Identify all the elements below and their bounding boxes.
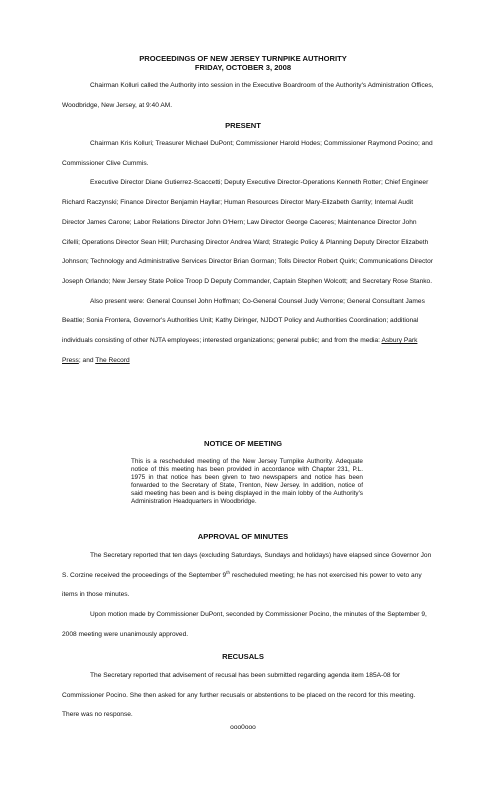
approval-heading: APPROVAL OF MINUTES <box>197 532 289 541</box>
approval-paragraph-2: Upon motion made by Commissioner DuPont, seconded by Commissioner Pocino, the minutes of the September 9, 2008 meeting were unanimously approved. <box>62 611 427 638</box>
media-and-text: ; and <box>78 356 96 364</box>
intro-paragraph <box>62 76 434 115</box>
recusals-section <box>62 666 434 725</box>
present-staff: Executive Director Diane Gutierrez-Scaccetti; Deputy Executive Director-Operations Kenneth Rotter; Chief Engineer Richard Raczynski; Finance Director Benjamin Hayllar; Human Resources Director Mary-Elizabeth Garrity; Internal Audit Director James Carone; Labor Relations Director John O'Hern; Law Director George Caceres; Maintenance Director John Cifelli; Operations Director Sean Hill; Purchasing Director Andrea Ward; Strategic Policy & Planning Deputy Director Elizabeth Johnson; Technology and Administrative Services Director Brian Gorman; Tolls Director Robert Quirk; Communications Director Joseph Orlando; New Jersey State Police Troop D Deputy Commander, Captain Stephen Wolcott; and Secretary Rose Stanko. <box>62 179 433 285</box>
present-commissioners: Chairman Kris Kolluri; Treasurer Michael DuPont; Commissioner Harold Hodes; Commissioner Raymond Pocino; and Commissioner Clive Cummis. <box>62 140 433 167</box>
document-title <box>0 54 486 72</box>
notice-text: This is a rescheduled meeting of the New Jersey Turnpike Authority. Adequate notice of this meeting has been provided in accordance with Chapter 231, P.L. 1975 in that notice has been given to two newspapers and notice has been forwarded to the Secretary of State, Trenton, New Jersey. In addition, notice of said meeting has been and is being displayed in the main lobby of the Authority's Administration Headquarters in Woodbridge. <box>131 458 363 506</box>
also-present-text: Also present were: General Counsel John Hoffman; Co-General Counsel Judy Verrone; General Consultant James Beattie; Sonia Frontera, Governor's Authorities Unit; Kathy Diringer, NJDOT Policy and Authorities Coordination; additional individuals consisting of other NJTA employees; interested organizations; general public; and from the media: <box>62 297 425 345</box>
title-line-2: FRIDAY, OCTOBER 3, 2008 <box>194 63 292 72</box>
approval-section <box>62 546 434 645</box>
title-line-1: PROCEEDINGS OF NEW JERSEY TURNPIKE AUTHORITY <box>139 54 347 63</box>
approval-paragraph-1 <box>62 546 434 605</box>
present-heading: PRESENT <box>225 121 261 130</box>
recusals-heading: RECUSALS <box>222 652 264 661</box>
media-the-record: The Record <box>95 356 130 364</box>
present-section <box>62 134 434 370</box>
approval-p1-end: rescheduled meeting; he has not exercised his power to veto any items in those minutes. <box>62 571 422 599</box>
section-end-mark: ooo0ooo <box>230 724 256 731</box>
media-asbury-park-press: Asbury Park Press <box>62 337 418 364</box>
approval-p1-superscript: th <box>226 569 230 575</box>
approval-p1-start: The Secretary reported that ten days (excluding Saturdays, Sundays and holidays) have elapsed since Governor Jon S. Corzine received the proceedings of the September 9 <box>62 552 432 579</box>
recusals-text: The Secretary reported that advisement of recusal has been submitted regarding agenda item 185A-08 for Commissioner Pocino. She then asked for any further recusals or abstentions to be placed on the record for this meeting. There was no response. <box>62 672 416 719</box>
present-others <box>62 292 434 371</box>
notice-heading: NOTICE OF MEETING <box>203 439 283 448</box>
intro-text: Chairman Kolluri called the Authority into session in the Executive Boardroom of the Authority's Administration Offices, Woodbridge, New Jersey, at 9:40 AM. <box>62 82 434 109</box>
